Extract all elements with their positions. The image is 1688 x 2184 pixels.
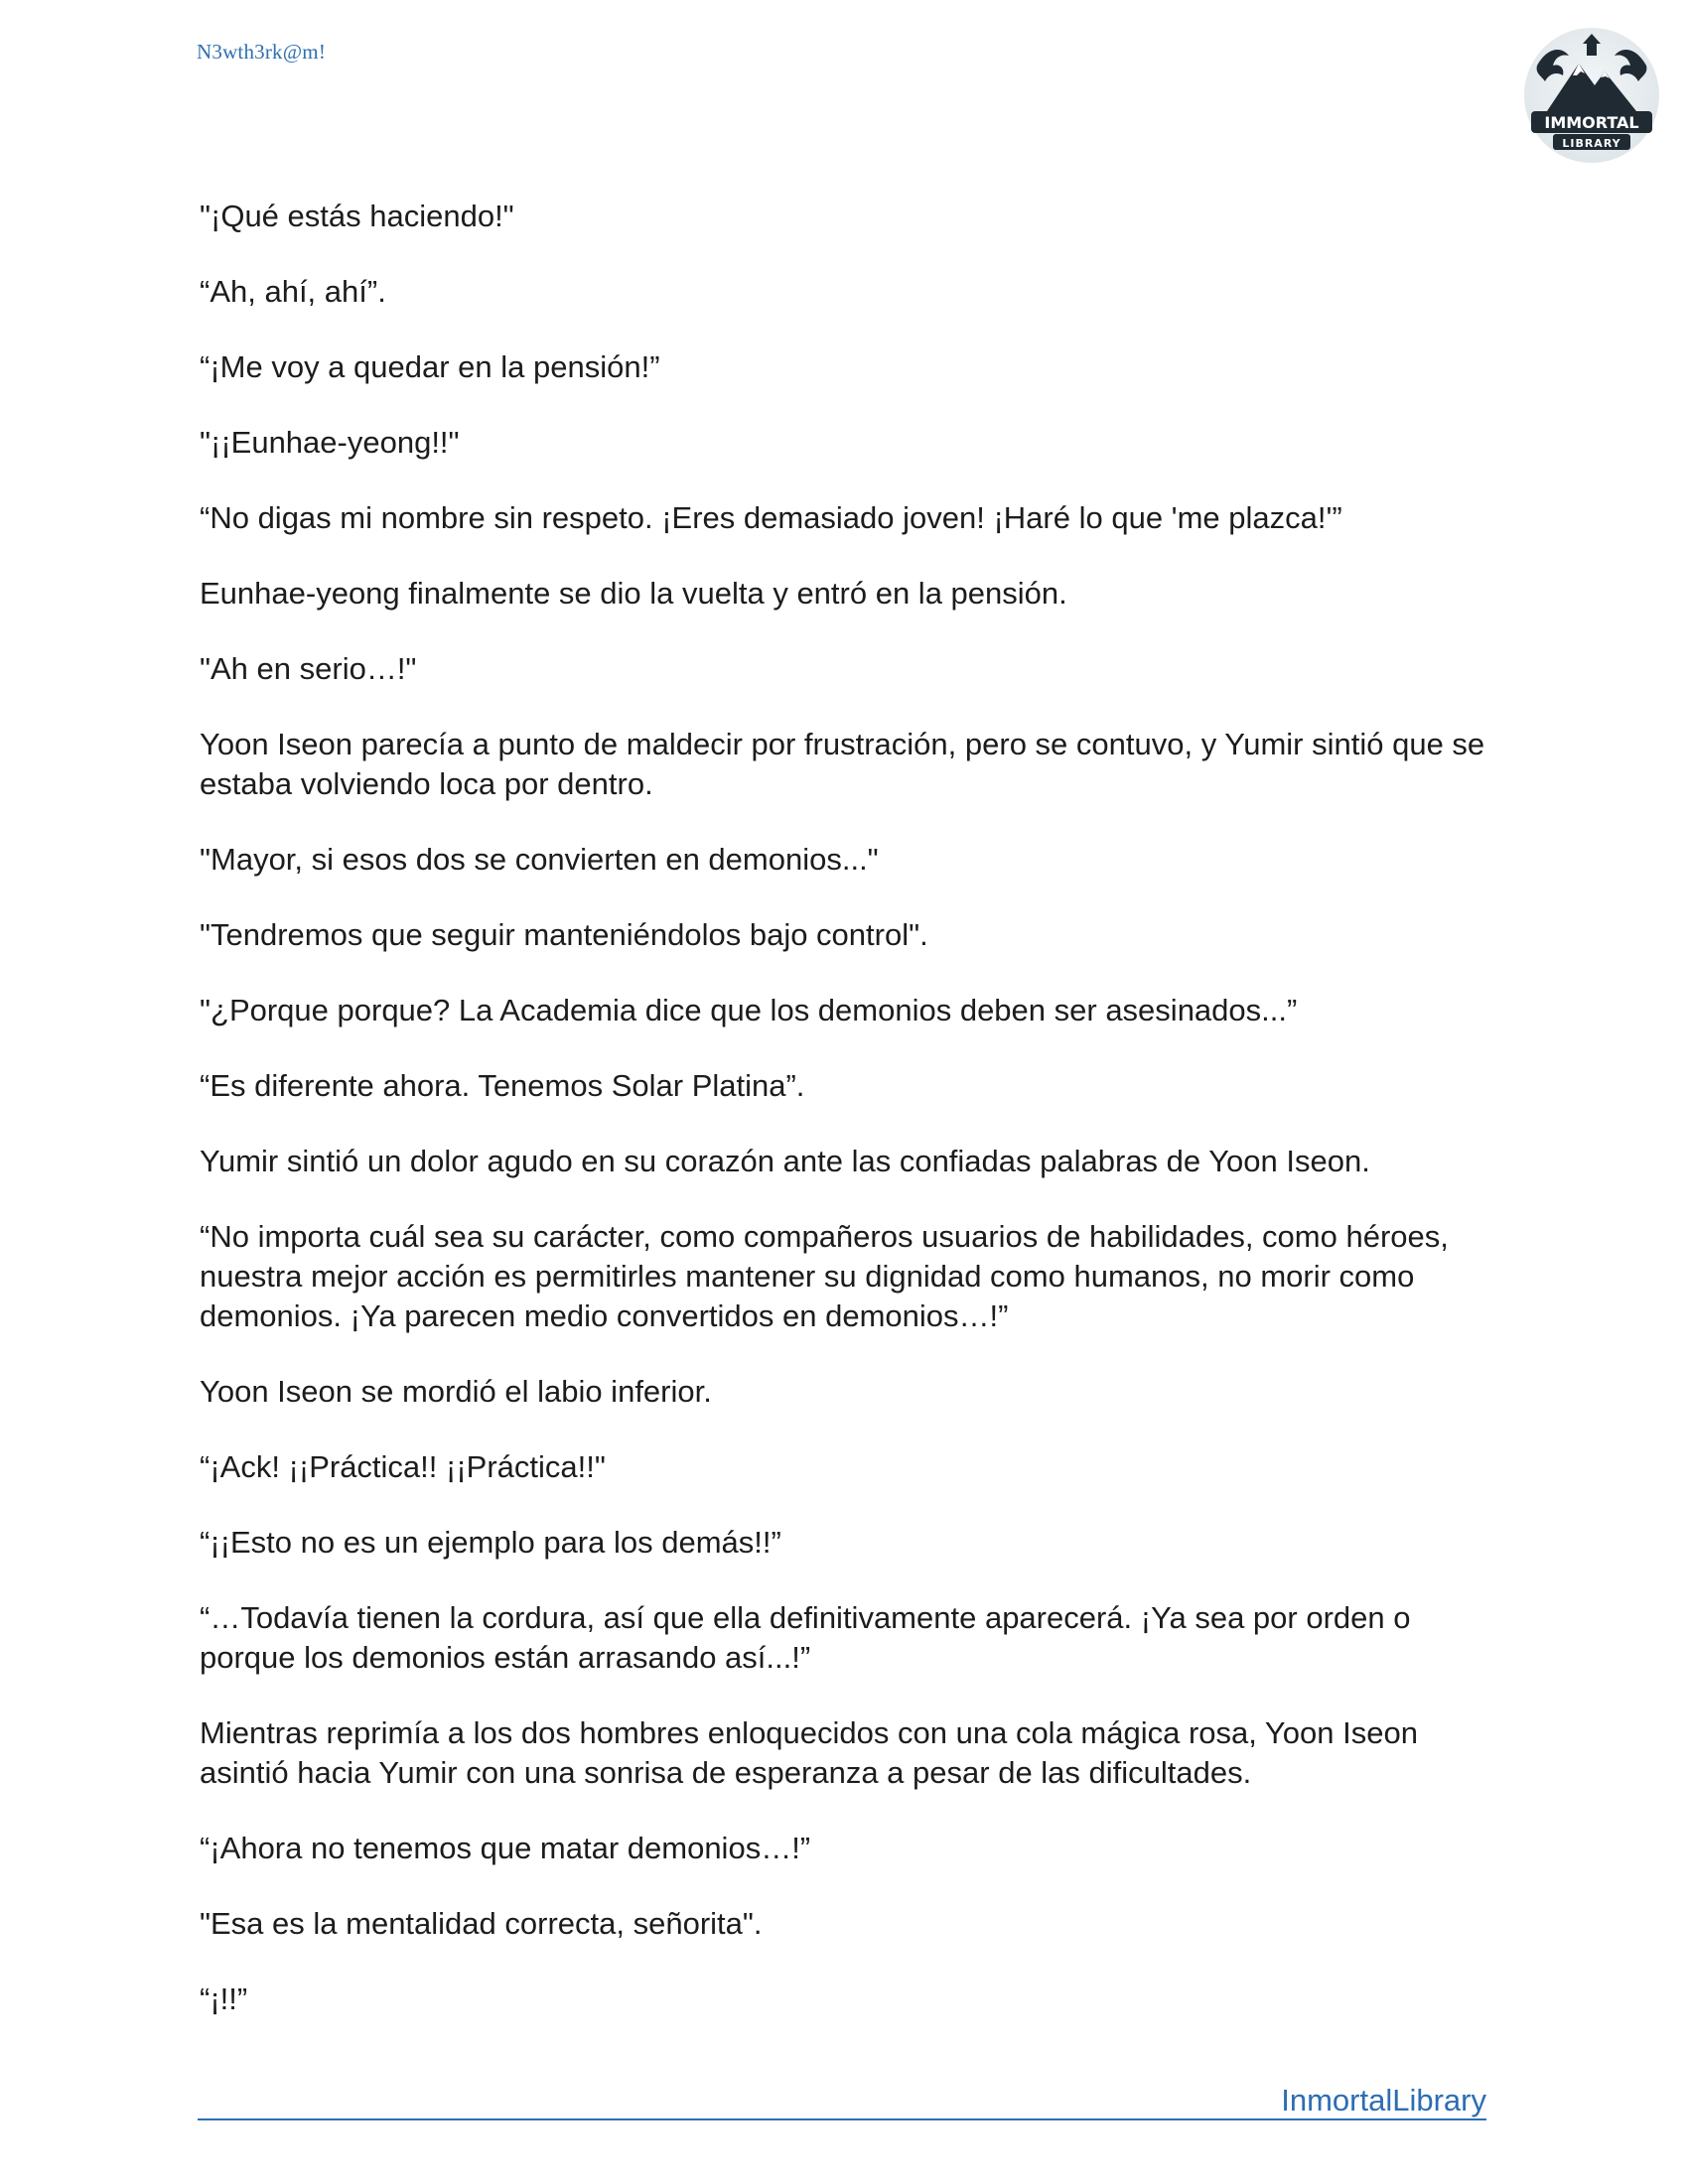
paragraph: "¡Qué estás haciendo!" — [200, 199, 514, 233]
paragraph: “Es diferente ahora. Tenemos Solar Platina”. — [200, 1068, 805, 1103]
paragraph: "Tendremos que seguir manteniéndolos bajo control". — [200, 917, 928, 952]
logo-text-line1: IMMORTAL — [1544, 113, 1639, 132]
document-body — [200, 197, 1500, 2055]
logo-text-line2: LIBRARY — [1562, 137, 1621, 150]
paragraph: Yumir sintió un dolor agudo en su corazón ante las confiadas palabras de Yoon Iseon. — [200, 1144, 1370, 1178]
paragraph: “¡Ack! ¡¡Práctica!! ¡¡Práctica!!" — [200, 1449, 606, 1484]
paragraph: "Mayor, si esos dos se convierten en demonios..." — [200, 842, 879, 877]
paragraph: "¡¡Eunhae-yeong!!" — [200, 425, 460, 460]
paragraph: Mientras reprimía a los dos hombres enloquecidos con una cola mágica rosa, Yoon Iseon asintió hacia Yumir con una sonrisa de esperanza a pesar de las dificultades. — [200, 1715, 1418, 1790]
footer-link[interactable]: InmortalLibrary — [1281, 2083, 1486, 2117]
paragraph: “¡Me voy a quedar en la pensión!” — [200, 349, 660, 384]
paragraph: “¡Ahora no tenemos que matar demonios…!” — [200, 1831, 811, 1865]
paragraph: "¿Porque porque? La Academia dice que los demonios deben ser asesinados...” — [200, 993, 1298, 1027]
paragraph: “¡¡Esto no es un ejemplo para los demás!!” — [200, 1525, 781, 1560]
paragraph: Yoon Iseon parecía a punto de maldecir por frustración, pero se contuvo, y Yumir sintió que se estaba volviendo loca por dentro. — [200, 727, 1485, 801]
paragraph: "Esa es la mentalidad correcta, señorita". — [200, 1906, 763, 1941]
paragraph: “No importa cuál sea su carácter, como compañeros usuarios de habilidades, como héroes, nuestra mejor acción es permitirles mantener su dignidad como humanos, no morir como demonios. ¡Ya parecen medio convertidos en demonios…!” — [200, 1219, 1449, 1333]
paragraph: Eunhae-yeong finalmente se dio la vuelta y entró en la pensión. — [200, 576, 1067, 611]
paragraph: “No digas mi nombre sin respeto. ¡Eres demasiado joven! ¡Haré lo que 'me plazca!'” — [200, 500, 1342, 535]
paragraph: “…Todavía tienen la cordura, así que ella definitivamente aparecerá. ¡Ya sea por orden o porque los demonios están arrasando así...!” — [200, 1600, 1411, 1675]
paragraph: “Ah, ahí, ahí”. — [200, 274, 386, 309]
paragraph: "Ah en serio…!" — [200, 651, 417, 686]
paragraph: Yoon Iseon se mordió el labio inferior. — [200, 1374, 712, 1409]
immortal-library-logo — [1517, 26, 1666, 167]
footer-divider — [198, 2118, 1486, 2120]
header-watermark: N3wth3rk@m! — [197, 40, 327, 64]
paragraph: “¡!!” — [200, 1981, 248, 2016]
